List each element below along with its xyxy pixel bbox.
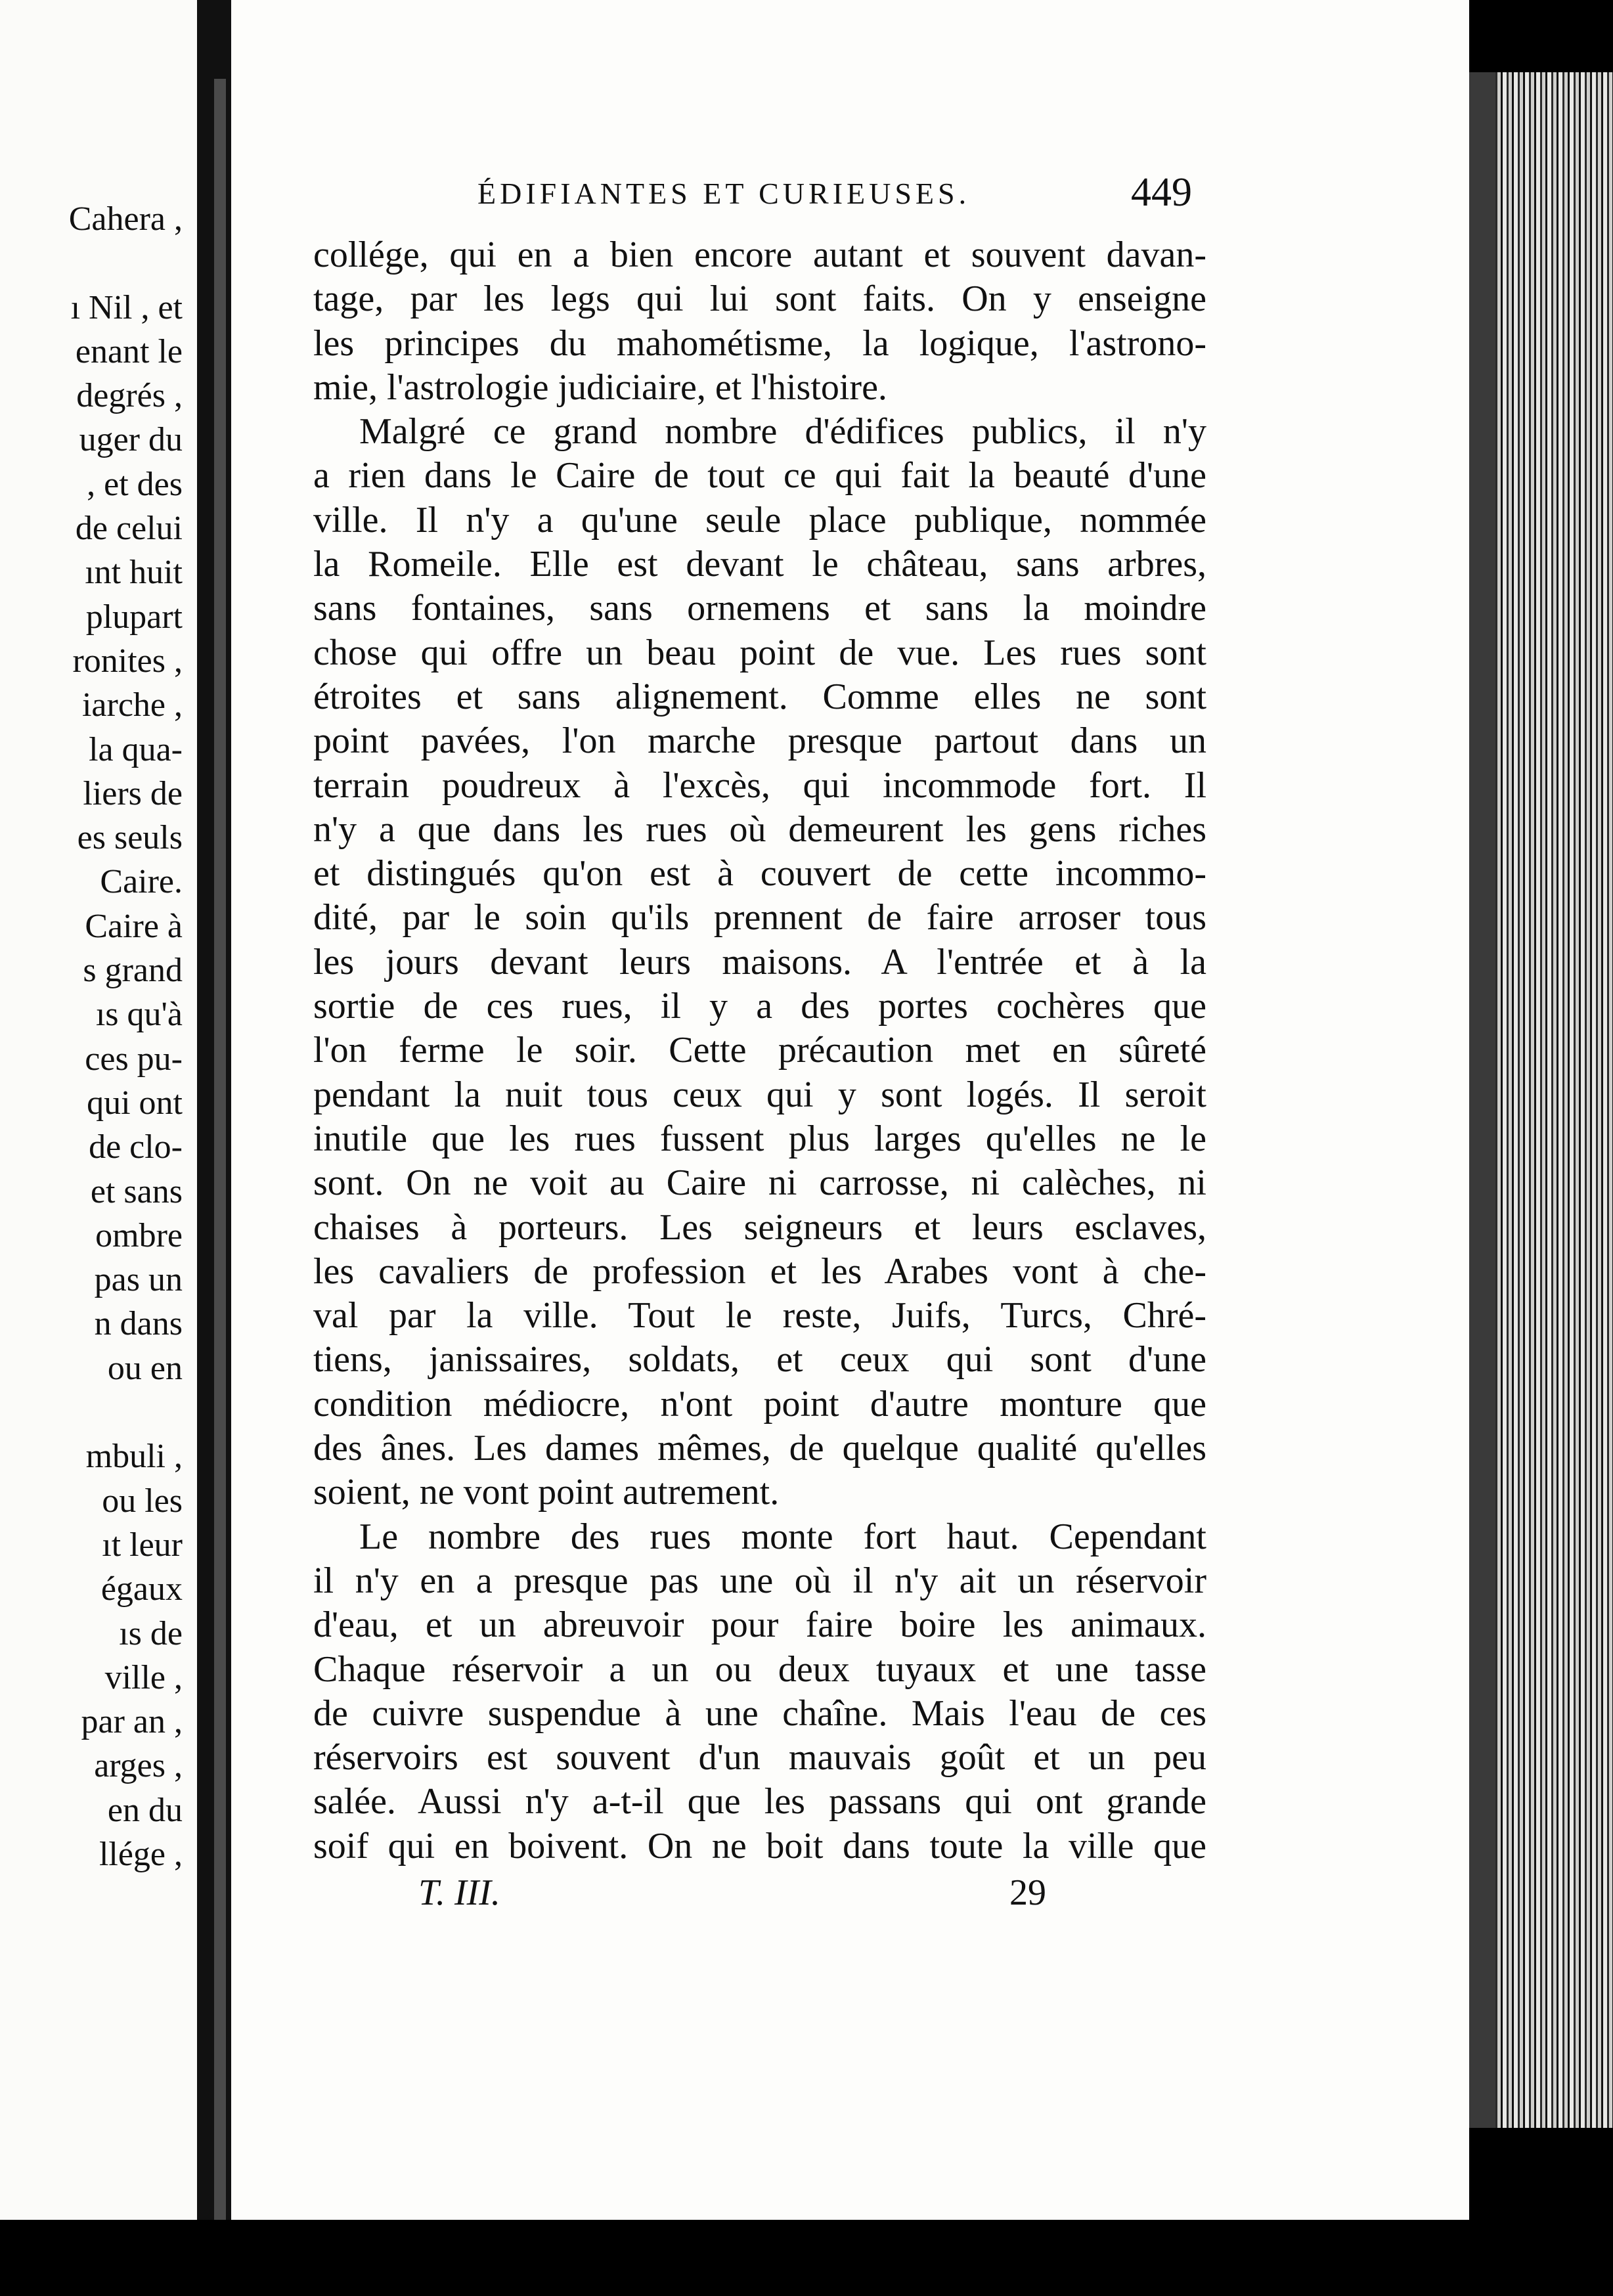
- text-line: d'eau, et un abreuvoir pour faire boire les animaux.: [313, 1604, 1206, 1646]
- text-line: les principes du mahométisme, la logique, l'astrono-: [313, 322, 1206, 364]
- running-head: ÉDIFIANTES ET CURIEUSES.: [477, 177, 971, 210]
- left-page-line: [69, 1390, 183, 1434]
- left-page-line: ı Nil , et: [70, 288, 183, 326]
- left-page-line: n dans: [94, 1305, 183, 1343]
- left-page-line: mbuli ,: [85, 1438, 183, 1476]
- left-page-line: ınt huit: [85, 554, 183, 592]
- page-number: 449: [1131, 170, 1192, 215]
- text-line: tiens, janissaires, soldats, et ceux qui sont d'une: [313, 1339, 1206, 1380]
- left-page-line: enant le: [75, 332, 183, 370]
- text-line: ville. Il n'y a qu'une seule place publique, nommée: [313, 499, 1206, 541]
- text-line: collége, qui en a bien encore autant et souvent davan-: [313, 234, 1206, 275]
- left-facing-page: [0, 0, 197, 2296]
- text-line: réservoirs est souvent d'un mauvais goût et un peu: [313, 1737, 1206, 1778]
- text-line: les cavaliers de profession et les Arabes vont à che-: [313, 1250, 1206, 1292]
- left-page-line: , et des: [87, 465, 183, 503]
- left-page-text-fragments: [69, 197, 183, 1876]
- text-line: n'y a que dans les rues où demeurent les gens riches: [313, 808, 1206, 850]
- text-line: dité, par le soin qu'ils prennent de faire arroser tous: [313, 897, 1206, 938]
- left-page-line: llége ,: [99, 1835, 183, 1873]
- left-page-line: degrés ,: [76, 377, 183, 415]
- text-line: des ânes. Les dames mêmes, de quelque qualité qu'elles: [313, 1428, 1206, 1469]
- text-line: soif qui en boivent. On ne boit dans toute la ville que: [313, 1825, 1206, 1866]
- text-line: sans fontaines, sans ornemens et sans la moindre: [313, 588, 1206, 629]
- text-line: sont. On ne voit au Caire ni carrosse, ni calèches, ni: [313, 1162, 1206, 1204]
- left-page-line: Cahera ,: [68, 200, 183, 238]
- text-line: pendant la nuit tous ceux qui y sont logés. Il seroit: [313, 1074, 1206, 1115]
- fore-edge-shadow: [1469, 72, 1495, 2128]
- left-page-line: pas un: [94, 1261, 183, 1299]
- text-line: chose qui offre un beau point de vue. Les rues sont: [313, 632, 1206, 673]
- text-line: Le nombre des rues monte fort haut. Cependant: [359, 1516, 1206, 1557]
- left-page-line: Caire à: [85, 907, 183, 945]
- left-page-line: égaux: [100, 1570, 183, 1608]
- text-line: et distingués qu'on est à couvert de cette incommo-: [313, 853, 1206, 894]
- text-line: tage, par les legs qui lui sont faits. On y enseigne: [313, 278, 1206, 320]
- gutter-shadow: [214, 79, 226, 2233]
- footer-volume-mark: T. III.: [418, 1872, 500, 1913]
- left-page-line: ville ,: [104, 1658, 183, 1696]
- left-page-line: ou les: [102, 1482, 183, 1520]
- left-page-line: ıt leur: [102, 1526, 183, 1564]
- text-line: Malgré ce grand nombre d'édifices publics, il n'y: [359, 411, 1206, 453]
- main-page: [231, 0, 1469, 2296]
- text-line: point pavées, l'on marche presque partout dans un: [313, 720, 1206, 762]
- left-page-line: uger du: [79, 421, 183, 459]
- text-line: salée. Aussi n'y a-t-il que les passans qui ont grande: [313, 1781, 1206, 1822]
- left-page-line: par an ,: [81, 1703, 183, 1741]
- left-page-line: [69, 241, 183, 285]
- left-page-line: ronites ,: [72, 642, 183, 680]
- left-page-line: liers de: [83, 774, 183, 812]
- left-page-line: ces pu-: [85, 1040, 183, 1078]
- text-line: inutile que les rues fussent plus larges qu'elles ne le: [313, 1118, 1206, 1159]
- text-line: val par la ville. Tout le reste, Juifs, Turcs, Chré-: [313, 1295, 1206, 1336]
- left-page-line: la qua-: [89, 730, 183, 768]
- text-line: la Romeile. Elle est devant le château, sans arbres,: [313, 544, 1206, 585]
- left-page-line: en du: [107, 1791, 183, 1829]
- left-page-line: Caire.: [100, 863, 183, 901]
- left-page-line: s grand: [83, 952, 183, 990]
- text-line: de cuivre suspendue à une chaîne. Mais l'eau de ces: [313, 1692, 1206, 1734]
- text-line: a rien dans le Caire de tout ce qui fait la beauté d'une: [313, 455, 1206, 497]
- page-body-text: [313, 233, 1206, 1868]
- left-page-line: arges ,: [94, 1747, 183, 1785]
- text-line: l'on ferme le soir. Cette précaution met en sûreté: [313, 1030, 1206, 1071]
- text-line: terrain poudreux à l'excès, qui incommode fort. Il: [313, 764, 1206, 806]
- scan-bottom-border: [0, 2220, 1613, 2296]
- text-line: les jours devant leurs maisons. A l'entrée et à la: [313, 941, 1206, 982]
- text-line: il n'y en a presque pas une où il n'y ait un réservoir: [313, 1560, 1206, 1601]
- footer-signature-mark: 29: [1009, 1872, 1046, 1913]
- text-line: Chaque réservoir a un ou deux tuyaux et une tasse: [313, 1648, 1206, 1690]
- text-line: chaises à porteurs. Les seigneurs et leurs esclaves,: [313, 1206, 1206, 1248]
- left-page-line: de clo-: [89, 1128, 183, 1166]
- text-line: soient, ne vont point autrement.: [313, 1472, 780, 1513]
- text-line: condition médiocre, n'ont point d'autre monture que: [313, 1383, 1206, 1424]
- left-page-line: plupart: [85, 598, 183, 636]
- left-page-line: qui ont: [87, 1084, 183, 1122]
- left-page-line: es seuls: [77, 819, 183, 857]
- left-page-line: ombre: [95, 1216, 183, 1254]
- text-line: sortie de ces rues, il y a des portes cochères que: [313, 986, 1206, 1027]
- text-line: mie, l'astrologie judiciaire, et l'histoire.: [313, 366, 887, 408]
- left-page-line: iarche ,: [81, 686, 183, 724]
- left-page-line: ou en: [107, 1349, 183, 1387]
- left-page-line: de celui: [75, 510, 183, 548]
- left-page-line: ıs de: [119, 1614, 183, 1652]
- left-page-line: et sans: [90, 1172, 183, 1210]
- left-page-line: ıs qu'à: [95, 996, 183, 1034]
- text-line: étroites et sans alignement. Comme elles ne sont: [313, 676, 1206, 717]
